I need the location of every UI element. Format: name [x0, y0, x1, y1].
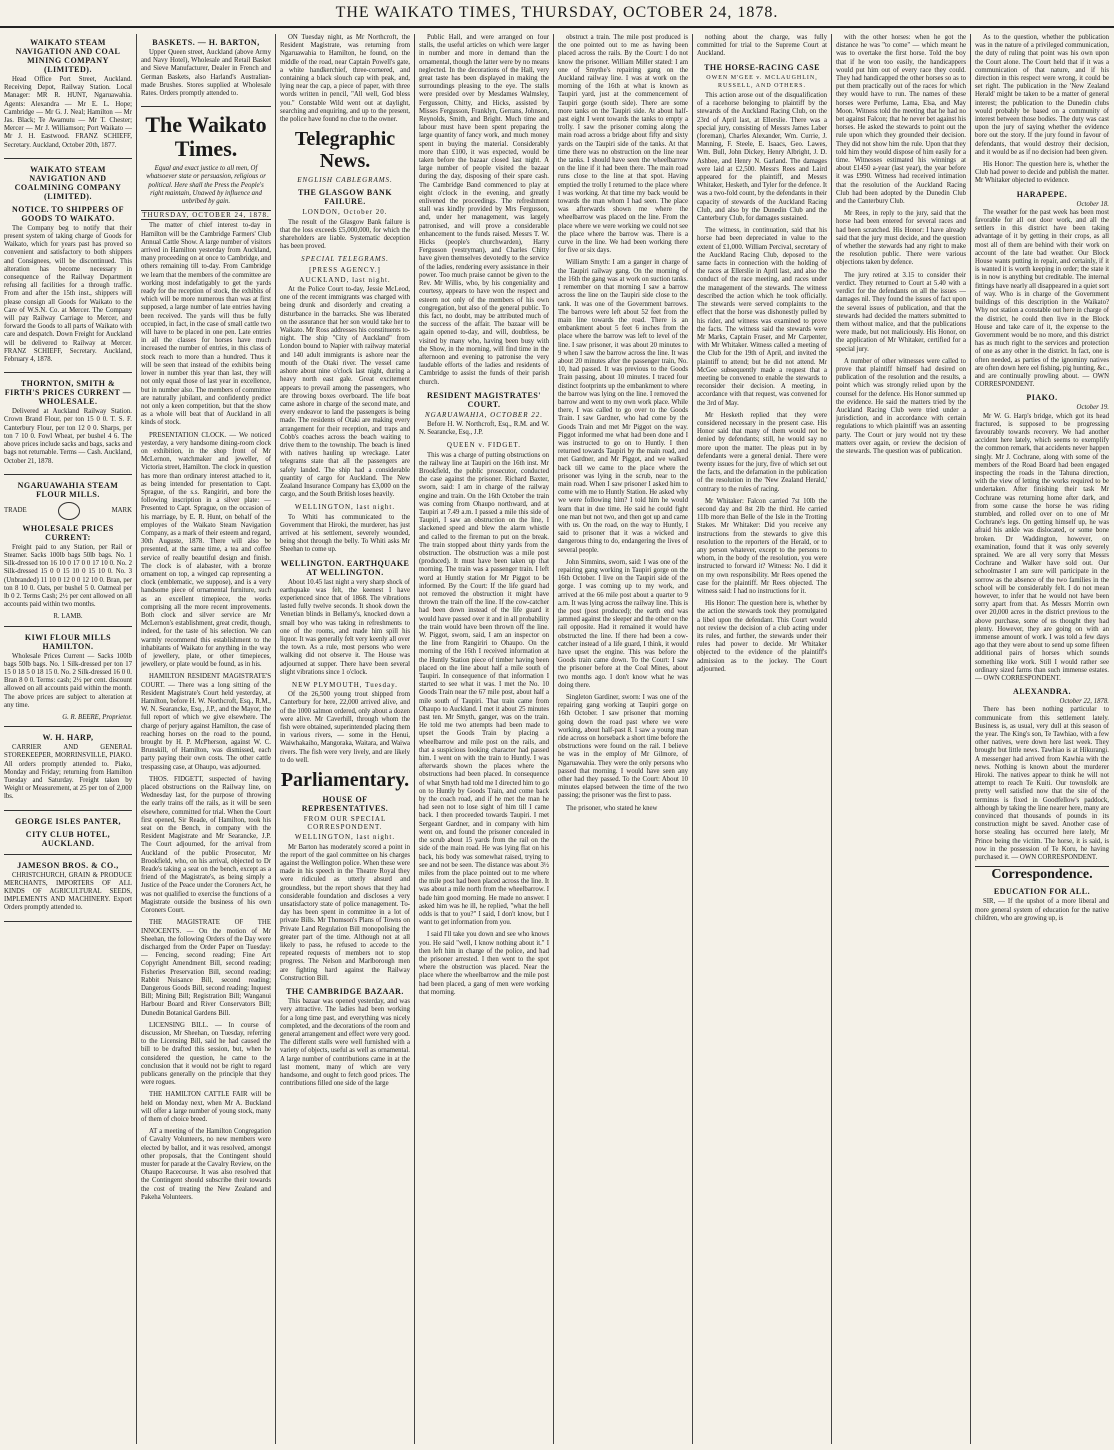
article-body: Of the 26,500 young trout shipped from Canterbury for here, 22,000 arrived alive, and of the 1000 salmon ordered, only about a dozen were alive. Mr Caverhill, through whom the fish were obtained, superintended placing them in various rivers, — some in the Henui, Waiwhakaiho, Mangoraka, Waitara, and Waiwa rivers. The fish were very lively, and are likely to do well. [280, 691, 410, 764]
ad-body: Wholesale Prices Current — Sacks 100lb bags 50lb bags. No. 1 Silk-dressed per ton 17 15 0 18 5 0 18 15 0. No. 2 Silk-dressed 16 0 0. Bran 8 0 0. Terms: cash; 2½ per cent. discount allowed on all accounts paid within the month. The above prices are subject to alteration at any time. [4, 652, 132, 709]
article-heading: WELLINGTON. EARTHQUAKE AT WELLINGTON. [280, 558, 410, 577]
article-body: The result of the Glasgow Bank failure is that the loss exceeds £5,000,000, for which the shareholders are liable. Systematic deception has been proved. [280, 218, 410, 251]
article-body: The prisoner, who stated he knew [566, 804, 658, 812]
column-rule [553, 34, 554, 1444]
article-heading: HARAPEPE. [1016, 189, 1068, 199]
column-8 [975, 34, 1109, 1444]
article-body: His Honor: The question here is, whether the Club had power to decide and publish the matter. Mr Whitaker objected to evidence. [975, 161, 1109, 185]
parliamentary-heading: Parliamentary. [280, 769, 410, 792]
ad-flour-mills [4, 481, 132, 627]
ad-jameson-bros [4, 861, 132, 922]
article-heading: THE CAMBRIDGE BAZAAR. [286, 987, 404, 997]
dateline: WELLINGTON, last night. [294, 833, 396, 842]
ad-title: THORNTON, SMITH & FIRTH'S PRICES CURRENT — WHOLESALE. [4, 379, 132, 407]
article-body: nothing about the charge, was fully committed for trial to the Supreme Court at Auckland. [697, 34, 827, 58]
leader-paragraph: The matter of chief interest to-day in Hamilton will be the Cambridge Farmers' Club Annual Cattle Show. A large number of visitors arrived in Hamilton yesterday from Auckland, many proceeding on at once to Cambridge, and others remaining till to-day. From Cambridge we learn that the members of the committee are working most indefatigably to get the yards ready for the reception of stock, the exhibits of which will be more numerous than was at first supposed, a large number of late entries having been received. The yards will thus be fully occupied, in fact, in the case of small cattle two will have to be placed in one pen. Late entries in all the classes for horses have much increased the number of entries, in this class of stock reach to more than a hundred. Thus it will be seen that instead of the exhibits being lower in number this year than last, they will not only equal those of last year in excellence, but in number also. The members of committee are naturally jubilant, and confidently predict not only a keen competition, but that the show as a whole will beat that of Auckland in all kinds of stock. [141, 222, 271, 427]
ad-harp-carrier [4, 733, 132, 810]
press-agency-label: [PRESS AGENCY.] [309, 265, 381, 274]
column-2 [141, 34, 271, 1444]
ad-baskets [141, 38, 271, 107]
column-3 [280, 34, 410, 1444]
news-paragraph: PRESENTATION CLOCK. — We noticed yesterday, a very handsome dining-room clock on exhibition, in the shop front of Mr McLernon, watchmaker and jeweller, of Victoria street, Hamilton. The clock in question has more than ordinary interest attached to it, as being intended for presentation to Capt. Sprague, of the s.s. Rangiriri, and bore the following inscription in a silver plate: — Presented to Capt. Sprague, on the occasion of his marriage, by E. R. Hunt, on behalf of the employes of the Waikato Steam Navigation Company, as a mark of their esteem and regard, 30th Auguste, 1878. There will also be presented, at the same time, a tea and coffee service of really beautiful design and finish. The clock is of alabaster, with a bronze ornament on top, a winged cap representing a clock (emblematic, we suppose), and is a very handsome piece of ornamental furniture, such as an excellent timepiece, the works comprising all the more recent improvements. Both clock and silver service are Mr McLernon's establishment, great credit, though, indeed, for the taste of his selection. We can warmly recommend this establishment to the inhabitants of Waikato for anything in the way of jewellery, plate, or other timepieces, jewellery, or plate would be found, as in his. [141, 431, 271, 669]
article-body: This action arose out of the disqualification of a racehorse belonging to plaintiff by the stewards of the Auckland Racing Club, on the 23rd of April last, at Ellerslie. There was a special jury, consisting of Messrs James Laber (foreman), Charles Alexander, Wm. Currie, J. Manning, F. Steele, E. Isaacs, Geo. Lawes, Wm. Bull, John Dickey, Henry Albright, J. D. Ashbee, and Henry N. Garland. The damages were laid at £2,500. Messrs Rees and Laird appeared for the plaintiff, and Messrs Whitaker, Hesketh, and Tyler for the defence. It was a two-fold count, by the defendants in their capacity of stewards of the Auckland Racing Club, and also by the Dunedin Club and the Canterbury Club, for damages sustained. [697, 92, 827, 223]
ad-body: Freight paid to any Station, per Rail or Steamer. Sacks 100lb bags 50lb bags. No. 1 Silk-dressed ton 16 10 0 17 0 0 17 10 0. No. 2 Silk-dressed 15 0 0 15 10 0 15 10 0. No. 3 (Unbranded) 11 10 0 12 0 0 12 10 0. Bran, per ton 8 10 0. Oats, per bushel 5 0. Oatmeal per lb 0 2. Terms Cash; 2½ per cent allowed on all accounts paid within two months. [4, 543, 132, 609]
article-body: Public Hall, and were arranged on four stalls, the useful articles on which were larger in number and more in demand than the ornamental, though the latter were by no means neglected. In the decorations of the Hall, very great taste has been displayed in making the surroundings pleasing to the eye. The stalls were presided over by Mesdames Walmsley, Fergusson, Chitty, and Hicks, assisted by Misses Fergusson, Franklyn, Gerrans, Johnson, Reynolds, Smith, and Bright. Much time and labour must have been spent preparing the large quantity of fancy work, and much money spent in buying the material. Considerably more than £100, it was expected, would be taken before the bazaar closed last night. A large number of people visited the bazaar during the day, disposing of their spare cash. The Cambridge Band commenced to play at eight o'clock in the evening, and greatly enlivened the proceedings. The refreshment stall was kindly provided by Mrs Fergusson, and, under her management, was largely patronised, and will prove a considerable enhancement to the funds raised. Messrs T. W. Hicks (people's churchwarden), Harry Fergusson (vestryman), and Charles Chitty have given themselves devotedly to the service of the ladies, rendering every assistance in their power. Too much praise cannot be given to the Rev. Mr Willis, who, by his congeniality and courtesy, appears to have won the respect and esteem not only of the members of his own congregation, but also of the general public. To this fact, no doubt, may be attributed much of the success of the affair. The bazaar will be again opened to-day, and will, doubtless, be visited by many who, having been busy with the Show, in the morning, will find time in the afternoon and evening to patronise the very laudable efforts of the ladies and residents of Cambridge to assist the funds of their parish church. [419, 34, 549, 386]
article-body: About 10.45 last night a very sharp shock of earthquake was felt, the keenest I have experienced since that of 1868. The vibrations lasted fully twelve seconds. It shook down the Venetian blinds in Bellamy's, knocked down a small boy who was taking in refreshments to one of the rooms, and made him spill his liquor. It was generally felt very keenly all over the town. As a rule, most persons who were walking did not observe it. The House was adjourned at supper. There have been several slight vibrations since 1 o'clock. [280, 578, 410, 676]
trade-mark-seal [58, 502, 80, 520]
news-paragraph: AT a meeting of the Hamilton Congregation of Cavalry Volunteers, no new members were elected by ballot, and it was resolved, amongst other proposals, that the Contingent should muster for parade at the Cavalry Review, on the Ohaupo Racecourse. It was also resolved that the Contingent should subscribe their towards the cost of treating the New Zealand and Pakeha Volunteers. [141, 1128, 271, 1201]
ad-body: The Company beg to notify that their present system of taking charge of Goods for Waikato, which for years past has proved so convenient and satisfactory to both shippers and Consignees, will be discontinued. This alteration has become necessary in consequence of the Railway Department refusing all facilities for a through traffic. From and after the 15th inst., shippers will please consign all Goods for Waikato to the Care of W.S.N. Co. at Mercer. The Company will pay Railway Carriage to Mercer, and forward the Goods to all parts of Waikato with care and despatch. Down Freight for Auckland will be delivered to Railway at Mercer. FRANZ SCHIEFF, Secretary. Auckland, February 4, 1878. [4, 224, 132, 364]
column-rule [414, 34, 415, 1444]
dateline: October 18. [1076, 200, 1109, 208]
ad-city-club-hotel [4, 817, 132, 855]
article-body: This was a charge of putting obstructions on the railway line at Taupiri on the 16th inst. Mr Brookfield, the public prosecutor, conducted the case against the prisoner. Richard Baxter, sworn, said: I am in charge of the railway engine and train. On the 16th October the train was coming from Ohaupo northward, and at Taupiri at 7.49 a.m. I passed a mile this side of Taupiri, I saw an obstruction on the line, I slackened speed and blew the alarm whistle and called to the fireman to put on the break. The train stopped about thirty yards from the obstruction. The obstruction was a mile post (produced). It must have been taken up that morning. The train was a passenger train. I left word at Huntly station for Mr Piggot to be informed. By the Court: If the life guard had not removed the obstruction it might have thrown the train off the line. If the cow-catcher had been down instead of the life guard it would have passed over it and in all probability the train would have been thrown off the line. W. Piggot, sworn, said, I am an inspector on the line from Rangiriri to Ohaupo. On the morning of the 16th I received information at the Huntly Station piece of timber having been placed on the line about half a mile south of Taupiri. In consequence of that information I started to see what it was. I met the No. 10 Goods Train near the 67 mile post, about half a mile south of Taupiri. That train came from Ohaupo to Auckland. I met it about 25 minutes past ten. Mr Smyth, ganger, was on the train. He told me two attempts had been made to upset the Goods Train by placing a wheelbarrow and mile post on the rails, and that a suspicious looking character had passed him. I went on with the train to Huntly. I was afterwards shown the places where the obstructions had been placed. In consequence of what Smyth had told me I directed him to go on to Huntly by Goods Train, and come back by the coach road, and if he met the man he had seen not to lose sight of him till I came back. I then proceeded towards Taupiri. I met Sergeant Gardner, and in company with him went on, and found the prisoner concealed in the scrub about 15 yards from the rail on the side of the main road. He was lying flat on his back, his body was somewhat raised, trying to see and not be seen. The distance was about 3½ miles from the place pointed out to me where the mile post had been placed across the line. It was about a mile north from the wheelbarrow. I bade him good morning. He made no answer. I asked him was he ill, he replied, "what the hell odds is that to you?" I said, I don't know, but I want to get information from you. [419, 451, 549, 927]
article-body: obstruct a train. The mile post produced is the one pointed out to me as having been placed across the rails. By the Court: I do not know the prisoner. William Miller stated: I am one of Smythe's repairing gang on the Auckland railway line. I was at work on the morning of the 16th at what is known as Taupiri yard, just at the commencement of Taupiri gorge (south side). There are some more tanks on the Taupiri side. At about half-past eight I went towards the tanks to empty a trolly. I saw the prisoner coming along the main road across a bridge about fifty and sixty yards on the Taupiri side of the tanks. At that time there was no obstruction on the line near the tanks. I should have seen the wheelbarrow on the line if it had been there. The main road runs close to the line at that spot. Having emptied the trolly I returned to the place where I was working. At that time my back would be towards the man whom I had seen. The place was afterwards shown me where the wheelbarrow was placed on the line. From the place where we were working we could not see the place where the barrow was. There is a curve in the line. We had been working there for five or six days. [558, 34, 688, 255]
article-body: SIR, — If the upshot of a more liberal and more general system of education for the native children, who are growing up, is [975, 898, 1109, 922]
article-body: Mr Rees, in reply to the jury, said that the horse had been entered for several races and had been scratched. His Honor: I have already said that the jury must decide, and the question of whether the stewards had any right to make the resolution public. There were various objections taken by defence. [836, 210, 966, 267]
section-subheading: ENGLISH CABLEGRAMS. [297, 176, 393, 185]
ad-body: Upper Queen street, Auckland (above Army and Navy Hotel), Wholesale and Retail Basket and Sieve Manufacturer, Dealer in French and German Baskets, also Harland's Australian-made Brushes. Stores supplied at Wholesale Rates. Orders promptly attended to. [141, 49, 271, 98]
column-rule [831, 34, 832, 1444]
article-body: with the other horses: when he got the distance he was "to come" — which meant he was to overtake the first horse. Told the boy that if he won too easily, the handicappers would put him out of every race they could. They had handicapped the other horses so as to put them practically out of the races for which they would have to run. The names of these horses were Perfume, Lama, Elsa, and May Moon. Witness told the meeting that he had no bet against Falcon; that he never bet against his horses. He asked the stewards to point out the rule upon which they grounded their decision. They did not show him the rule. Upon that they told him they would dispose of him easily for a time. Witnesses estimated his winnings at about £1450 a-year (last year), the year before it was £990. Witness had received intimation that the resolution of the Auckland Racing Club had been adopted by the Dunedin Club and the Canterbury Club. [836, 34, 966, 206]
ad-signature: G. R. BEERE, Proprietor. [62, 713, 132, 721]
article-body: Before H. W. Northcroft, Esq., R.M. and W. N. Searancke, Esq., J.P. [419, 420, 549, 437]
column-4 [419, 34, 549, 1444]
article-body: The jury retired at 3.15 to consider their verdict. They returned to Court at 5.40 with a verdict for the defendants on all the issues — damages nil. They found the issues of fact upon the several issues of publication, and that the stewards had decided the matters submitted to them without malice, and that the publications were made, but not maliciously. His Honor, on the application of Mr Whitaker, certified for a special jury. [836, 271, 966, 353]
column-7 [836, 34, 966, 1444]
ad-subtitle: WHOLESALE PRICES CURRENT: [22, 523, 114, 542]
ad-body: CITY CLUB HOTEL, AUCKLAND. [25, 829, 111, 848]
column-rule [970, 34, 971, 1444]
ad-signature: R. LAMB. [53, 613, 83, 621]
article-body: At the Police Court to-day, Jessie McLeod, one of the recent immigrants was charged with being drunk and disorderly and creating a disturbance in the barracks. She was liberated on the assurance that her son would take her to Waikato. Mr Ross addresses his constituents to-night. The ship "City of Auckland" from London bound to Napier with railway material and 140 adult immigrants is ashore near the mouth of the Otaki river. The vessel came ashore about nine o'clock last night, during a heavy north east gale. Great excitement appears to prevail among the passengers, who are throwing boxes overboard. The life boat came ashore in charge of the second mate, and every endeavor to land the passengers is being made. The residents of Otaki are making every arrangement for their reception, and traps and Cobb's coaches across the beach waiting to drive them to the township. The beach is lined with natives hauling up wreckage. Later telegrams state that all the passengers are safely landed. The ship had a considerable quantity of cargo for Auckland. The New Zealand Insurance Company has £3,000 on the cargo, and the South British loses heavily. [280, 286, 410, 499]
trade-label: TRADE [4, 506, 27, 514]
dateline: AUCKLAND, last night. [299, 275, 391, 284]
correspondent-label: FROM OUR SPECIAL CORRESPONDENT. [303, 815, 387, 832]
dateline: WELLINGTON, last night. [294, 503, 396, 512]
correspondence-heading: Correspondence. [975, 866, 1109, 883]
case-title: QUEEN v. FIDGET. [446, 441, 522, 450]
news-paragraph: LICENSING BILL. — In course of discussion, Mr Sheehan, on Tuesday, referring to the Licensing Bill, said he had caused the bill to be drafted this session, but, when he considered the question, he came to the conclusion that it would not be right to regard publicans generally on the principle that they were rogues. [141, 1021, 271, 1087]
dateline: THURSDAY, OCTOBER 24, 1878. [142, 211, 270, 220]
paper-motto: Equal and exact justice to all men, Of whatsoever state or persuasion, religious or political. Here shall the Press the People's right maintain, Unawed by influence and unbribed by gain. [146, 165, 266, 206]
news-paragraph: THE MAGISTRATE OF THE INNOCENTS. — On the motion of Mr Sheehan, the following Orders of the Day were discharged from the Order Paper on Tuesday: — Fencing, second reading; Fine Art Copyright Amendment Bill, second reading; Fisheries Preservation Bill, second reading; Rabbit Nuisance Bill, second reading; Dangerous Goods Bill, second reading; Inquest Bill; Mining Bill; Registration Bill; Wanganui Harbour Board and River Conservators Bill; Dunedin Botanical Gardens Bill. [141, 919, 271, 1017]
column-rule [136, 34, 137, 1444]
paper-title: The Waikato Times. [145, 112, 267, 162]
ad-title: JAMESON BROS. & CO., [17, 860, 119, 870]
article-heading: THE GLASGOW BANK FAILURE. [297, 188, 393, 207]
article-heading: EDUCATION FOR ALL. [993, 887, 1091, 897]
column-rule [692, 34, 693, 1444]
article-body: His Honor: The question here is, whether by the action the stewards took they promulgated a libel upon the defendant. This Court would not review the decision of a club acting under its rules, and further, the stewards under their rules had power to decide. Mr Whitaker objected to the evidence of the plaintiff's admission as to the jockey. The Court adjourned. [697, 600, 827, 673]
ad-title: BASKETS. — H. BARTON, [152, 38, 260, 47]
column-rule [275, 34, 276, 1444]
mark-label: MARK [111, 506, 132, 514]
article-heading: THE HORSE-RACING CASE [704, 62, 820, 72]
ad-body: Delivered at Auckland Railway Station. Crown Brand Flour, per ton 15 0 0. T. S. F. Canterbury Flour, per ton 12 0 0. Sharps, per ton 7 10 0. Fowl Wheat, per bushel 4 6. The above prices include sacks and bags, sacks and bags not returnable. Terms — Cash. Auckland, October 21, 1878. [4, 408, 132, 465]
article-body: Mr Whitaker: Falcon carried 7st 10lb the second day and 8st 2lb the third. He carried 11lb more than Belle of the Isle in the Trotting Stakes. Mr Whitaker: Did you receive any instructions from the stewards to give this resolution to the reporters of the Herald, or to any person whatever, except to the persons to whom, in the body of the resolution, you were instructed to forward it? Witness: No. I did it on my own responsibility. Mr Rees opened the case for the plaintiff. Mr Rees objected. The witness said: I had no instructions for it. [697, 497, 827, 595]
article-body: The witness, in continuation, said that his horse had been depreciated in value to the extent of £1,000. William Percival, secretary of the Auckland Racing Club, deposed to the same facts in connection with the holding of the races at Ellerslie in April last, and also the conduct of the race meeting, and races under the management of the stewards. The witness described the action which he took officially. The stewards were served complaints to the effect that the horse was dishonestly pulled by his rider, and witness was examined to prove the facts. The witness said the stewards were Mr Marks, Captain Fraser, and Mr Carpenter, with Mr Whitaker. Witness called a meeting of the Club for the 19th of April, and invited the plaintiff to attend; but he did not attend. Mr McGee subsequently made a request that a meeting be convened to enable the stewards to reconsider their decision. A meeting, in accordance with that request, was convened for the 3rd of May. [697, 227, 827, 407]
ad-title: WAIKATO STEAM NAVIGATION AND COAL MINING COMPANY (LIMITED). [15, 38, 121, 74]
case-title: OWEN M'GEE v. MCLAUGHLIN, RUSSELL, AND OTHERS. [706, 74, 818, 89]
trade-mark-row [4, 502, 132, 520]
column-1 [4, 34, 132, 1444]
article-heading: RESIDENT MAGISTRATES' COURT. [426, 390, 541, 409]
article-heading: PIAKO. [1026, 393, 1058, 403]
masthead: THE WAIKATO TIMES, THURSDAY, OCTOBER 24, 1878. [0, 0, 1114, 28]
news-paragraph: THE HAMILTON CATTLE FAIR will be held on Monday next, when Mr A. Buckland will offer a large number of young stock, many of them of choice breed. [141, 1091, 271, 1123]
ad-title: W. H. HARP, [42, 733, 94, 743]
article-body: Mr Barton has moderately scored a point in the report of the gaol committee on his charges against the Wellington police. When these were made in his speech in the Theatre Royal they were ridiculed as utterly absurd and groundless, but the report shows that they had considerable foundation and discloses a very unsatisfactory state of police management. To-day has been spent in committee in a lot of private Bills. Mr Thomson's Plans of Towns on Private Land Regulation Bill monopolising the greater part of the time. Although not at all likely to pass, he refused to accede to the repeated requests of members not to stop progress. The Nelson and Marlborough men are fighting hard against the Railway Construction Bill. [280, 843, 410, 982]
news-paragraph: ON Tuesday night, as Mr Northcroft, the Resident Magistrate, was returning from Ngaruawahia to Hamilton, he found, on the middle of the road, near Captain Powell's gate, a white handkerchief, three-cornered, and containing a black slouch cap with peak, and, lying near the cap, a piece of paper, with three words written in pencil, "All well, God bless you." Constable Wild went out at daylight, searching and enquiring, and up to the present, the police have found no clue to the owner. [280, 34, 410, 124]
telegraphic-news-heading: Telegraphic News. [294, 128, 396, 173]
article-heading: ALEXANDRA. [1012, 687, 1072, 697]
section-subheading: HOUSE OF REPRESENTATIVES. [301, 795, 389, 814]
ad-prices-current [4, 379, 132, 474]
article-body: A number of other witnesses were called to prove that plaintiff himself had desired on publication of the resolution and the results, a point which was strongly relied upon by the counsel for the defence. His Honor summed up the evidence. He said the matters tried by the Auckland Racing Club were tried under a jurisdiction, and in accordance with certain regulations to which plaintiff was an assenting party. The Court or jury would not try these matters over again, or review the decision of the stewards. The question was of publication. [836, 357, 966, 455]
article-body: There has been nothing particular to communicate from this settlement lately. Business is, as usual, very dull at this season of the year. The King's son, Te Tawhiao, with a few other natives, were down here last week. They brought but little news. Tawhiao is at Hikurangi. A messenger had arrived from Kawhia with the news. Nothing is known about the murderer Hiroki. The natives appear to think he will not attempt to reach Te Kuiti. Our townsfolk are pretty well satisfied now that the site of the terminus is fixed in Goodfellow's paddock, although by taking the line nearer here, many are convinced that thousands of pounds in its construction might be saved. Another case of horse stealing has occurred here lately, Mr Prince being the victim. The horse, it is said, is now in the possession of Te Koru, he having purchased it. — OWN CORRESPONDENT. [975, 706, 1109, 862]
ad-notice: NOTICE. TO SHIPPERS OF GOODS TO WAIKATO. [11, 204, 125, 223]
ad-kiwi-mills [4, 633, 132, 728]
dateline: NEW PLYMOUTH, Tuesday. [292, 681, 398, 689]
section-subheading: SPECIAL TELEGRAMS. [301, 255, 389, 264]
article-body: Mr W. G. Harp's bridge, which got its head fractured, is supposed to be progressing favourably towards recovery. We had another accident here lately, which seems to exemplify the common remark, that accidents never happen singly. Mr J. Cochrane, along with some of the members of the Road Board had been engaged inspecting the roads in the Tahuna direction, with the view of letting the works required to be undertaken. After finishing their task Mr Cochrane was returning home after dark, and from some cause the horse he was riding stumbled, and rolled over on to one of Mr Cochrane's legs. On getting himself up, he was afraid his ankle was dislocated, or some bone broken. Dr Waddington, however, on examination, found that it was only severely sprained. We are all very sorry that Messrs Cochrane and Walker have sold out. Our schoolmaster I am sure will participate in the sorrow as the absence of the two families in the school will be considerably felt. I do not mean however, to infer that he would not have been sorry apart from that. As Messrs Morrin own over 20,000 acres in the district previous to the above purchase, some of us thought they had plenty. However, they are going on with an immense amount of work. I was told a few days ago that they were about to send up some fifteen additional pairs of horses which sounds something like work. Still I would rather see ordinary sized farms than such immense estates. — OWN CORRESPONDENT. [975, 412, 1109, 683]
news-paragraph: THOS. FIDGETT, suspected of having placed obstructions on the Railway line, on Wednesday last, for the purpose of throwing the early trains off the rails, as it will be seen elsewhere, committed for trial. When the Court first opened, Sir Reade, of Hamilton, took his seat on the Bench, in company with the Resident Magistrate and Mr Searancke, J.P. The Court adjourned, for the arrival from Auckland of the public Prosecutor, Mr Brookfield, who, on his arrival, objected to Dr Reade's taking a seat on the bench, except as a friend of the Magistrate's, as being simply a Justice of the Peace under the Coroners Act, he was not qualified to exercise the functions of a Magistrate outside the business of his own Coroners Court. [141, 775, 271, 915]
ad-title: NGARUAWAHIA STEAM FLOUR MILLS. [17, 480, 119, 499]
dateline: LONDON, October 20. [302, 208, 388, 217]
dateline: October 19. [1076, 404, 1109, 412]
ad-title: KIWI FLOUR MILLS HAMILTON. [24, 632, 112, 651]
ad-body: Head Office Port Street, Auckland. Receiving Depot, Railway Station. Local Manager: MR R. HUNT, Ngaruawahia. Agents: Alexandra — Mr E. L. Hope; Cambridge — Mr G. J. Neal; Hamilton — Mr Jas. Black; Te Awamutu — Mr T. Chester; Mercer — Mr J. Williamson; Port Waikato — Mr J. H. Eastwood. FRANZ SCHIEFF, Secretary. Auckland, October 20th, 1877. [4, 76, 132, 149]
news-paragraph: HAMILTON RESIDENT MAGISTRATE'S COURT. — There was a long sitting of the Resident Magistrate's Court held yesterday, at Hamilton, before H. W. Northcroft, Esq., R.M., W. N. Searancke, Esq., J.P., and the Mayor, the full report of which we give elsewhere. The charge of perjury against Hamilton, the case of reaching horses on the road to the pound, brought by H. P. McPherson, against W. C. Brunskill, of Hamilton, was dismissed, each party paying their own costs. The other cattle trespassing case, at Ohaupo, was adjourned. [141, 673, 271, 771]
article-body: To Whiti has communicated to the Government that Hiroki, the murderer, has just arrived at his settlement, severely wounded, being shot through the belly. To Whiti asks Mr Sheehan to come up. [280, 513, 410, 554]
article-body: As to the question, whether the publication was in the nature of a privileged communication, the duty of ruling that point was his own upon the Court alone. The Court held that if it was a communication of that nature, and if his direction in this respect were wrong, it could be set right. The publication in the 'New Zealand Herald' might be taken to be a matter of general interest; the publication to the Dunedin clubs would probably be based on a community of interest between those bodies. The duty was cast upon the jury of saying whether the evidence bore out the story. If the jury found in favour of defendants, that would destroy their decision, and it would be as if no decision had been given. [975, 34, 1109, 156]
dateline: October 22, 1878. [1059, 698, 1109, 706]
ad-body: CARRIER AND GENERAL STOREKEEPER, MORRINSVILLE, PIAKO. All orders promptly attended to. Piako, Monday and Friday; returning from Hamilton Tuesday and Saturday. Freight taken by Weight or Measurement, at 25 per ton of 2,000 lbs. [4, 744, 132, 801]
ad-shippers-notice [4, 165, 132, 373]
article-body: Singleton Gardiner, sworn: I was one of the repairing gang working at Taupiri gorge on 16th October. I saw prisoner that morning going down the road past where we were working, about half-past 8. I saw a young man ride across on horseback a short time before the obstructions were found on the rail. I believe he was in the employ of Mr Gilmore, of Ngaruawahia. They were the only persons who passed that morning. I would have seen any other had they passed. To the Court: About 10 minutes elapsed between the time of the two passing; the prisoner was the first to pass. [558, 694, 688, 800]
ad-title: GEORGE ISLES PANTER, [14, 816, 122, 826]
article-body: John Simmins, sworn, said: I was one of the repairing gang working in Taupiri gorge on the 16th October. I live on the Taupiri side of the gorge. I was coming up to my work, and arrived at the 66 mile post about a quarter to 9 a.m. It was lying across the railway line. This is the post (post produced); the earth end was jammed against the sleeper and the other on the rail opposite. Had it remained it would have obstructed the line. If there had been a cow-catcher instead of a life guard, I think, it would have upset the engine. This was before the Goods train came down. To the Court: I saw the prisoner before at the Coal Mines, about two months ago. I don't know what he was doing there. [558, 558, 688, 689]
ad-title: WAIKATO STEAM NAVIGATION AND COALMINING COMPANY (LIMITED). [14, 164, 122, 201]
dateline: NGARUAWAHIA, OCTOBER 22. [424, 410, 543, 419]
ad-body: CHRISTCHURCH, GRAIN & PRODUCE MERCHANTS, IMPORTERS OF ALL KINDS OF AGRICULTURAL SEEDS, IMPLEMENTS AND MACHINERY. Export Orders promptly attended to. [4, 871, 132, 912]
article-body: This bazaar was opened yesterday, and was very attractive. The ladies had been working for a long time past, and everything was nicely completed, and the decorations of the room and general arrangement and effect were very good. The different stalls were well furnished with a variety of objects, useful as well as ornamental. A large number of contributions came in at the last moment, many of which are very handsome, and ought to fetch good prices. The contributions filled one side of the large [280, 998, 410, 1088]
article-body: The weather for the past week has been most favorable for all out door work, and all the settlers in this district have been taking advantage of it by getting in their crops, as all most all of them are behind with their work on account of the late bad weather. Our Block House wants putting in repair, and certainly, if it is wanted it is worth keeping in order; the state it is in now is anything but creditable. The internal fittings have nearly all disappeared in a quiet sort of way. Who is in charge of the Government buildings of this description in the Waikato? Why not station a constable out here in charge of the district, he could then live in the Block House and take care of it, the expense to the Government would be no more, and this district has as much right to the services and protection of one as any other in the district. In fact, one is often needed, as parties of the ignominy natives are often down here eel fishing, pig hunting, &c., and are continually prowling about. — OWN CORRESPONDENT. [975, 208, 1109, 389]
article-body: I said I'll take you down and see who knows you. He said "well, I know nothing about it." I then left him in charge of the police, and had the prisoner arrested. I then went to the spot where the obstruction was placed. Near the place where the wheelbarrow and the mile post had been placed, a gang of men were working that morning. [419, 931, 549, 996]
article-body: William Smyth: I am a ganger in charge of the Taupiri railway gang. On the morning of the 16th the gang was at work on suction tanks. I remember on that morning I saw a barrow across the line on the Taupiri side close to the tank. It was one of the Government barrows. The barrows were left about 52 feet from the main line towards the road. There is an embankment about 5 feet 6 inches from the place where the barrow was left to level of the line. I saw prisoner, it was about 20 minutes to 9 when I saw the barrow across the line. It was about 20 minutes after the passenger train, No. 10, had passed. It was previous to the Goods Train passing, about 10 minutes. I traced four distinct footprints up the embankment to where the barrow was lying on the line. I removed the barrow and went to my own work place. While there, I was called to go over to the Goods Train. I saw Gardner, who had come by the Goods Train and met Mr Piggot on the way. Piggot informed me what had been done and I was instructed to go on to Huntly. I then returned towards Taupiri by the main road, and met Gardner, and Mr Piggot, and we walked back till we came to the place where the prisoner was lying in the scrub, near to the main road. When I saw prisoner I asked him to come with me to Huntly Station. He asked why we were following him? I told him he would learn that in due time. He said he could fight one man but not two, and then got up and came with us. On the road, on the way to Huntly, I said to prisoner that it was a wicked and dangerous thing to do, endangering the lives of several people. [558, 259, 688, 554]
column-5 [558, 34, 688, 1444]
ad-steam-navigation [4, 38, 132, 159]
article-body: Mr Hesketh replied that they were considered necessary in the present case. His Honor said that many of them would not be denied by defendants; still, he would say no more upon the matter. The pleas put in by defendants were a general denial. There were twenty issues for the jury, five of which set out the facts, and the defamation in the publication of the resolution in the 'New Zealand Herald,' contrary to the rules of racing. [697, 411, 827, 493]
column-6 [697, 34, 827, 1444]
